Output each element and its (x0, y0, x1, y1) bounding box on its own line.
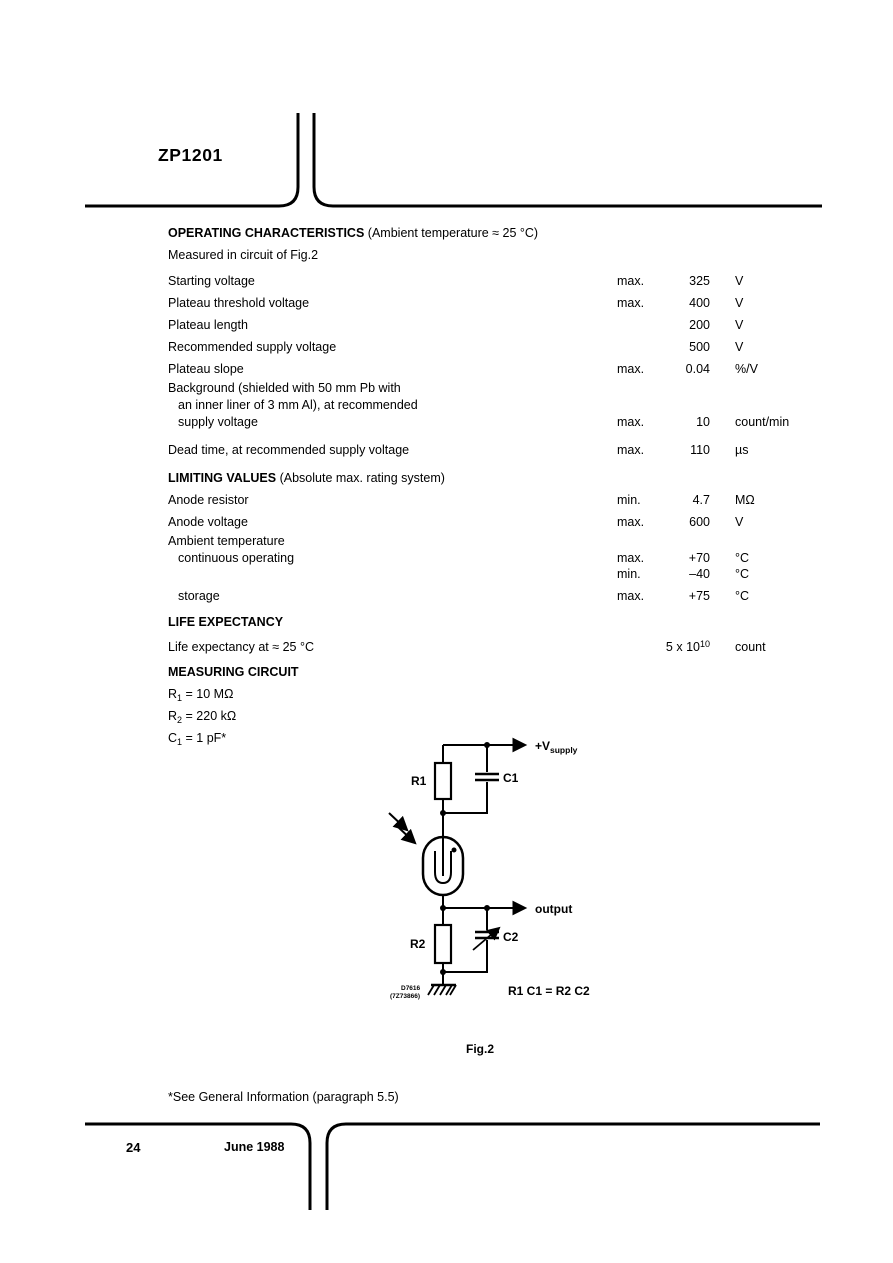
row-unit: V (735, 515, 744, 529)
row-unit: °C (735, 567, 750, 581)
c1-bottom-lead (443, 782, 487, 813)
r2-label: R2 (410, 937, 426, 951)
table-row (168, 336, 816, 358)
row-value: 200 (689, 318, 710, 332)
vsupply-label: $+V_{supply}$ (535, 739, 578, 755)
row-qualifier: max. (617, 515, 645, 529)
figure-caption: Fig.2 (466, 1042, 495, 1056)
operating-characteristics-heading (168, 222, 816, 244)
table-row (168, 511, 816, 533)
row-value: 325 (689, 274, 710, 288)
product-title: ZP1201 (158, 145, 223, 165)
operating-subheading: Measured in circuit of Fig.2 (168, 248, 319, 262)
table-row (168, 566, 816, 582)
row-label: Plateau length (168, 318, 248, 332)
table-row (168, 585, 816, 607)
row-qualifier: max. (617, 274, 645, 288)
row-unit: V (735, 274, 744, 288)
resistor-r1-icon (435, 763, 451, 799)
row-unit: V (735, 318, 744, 332)
table-row (168, 314, 816, 336)
row-qualifier: max. (617, 415, 645, 429)
measuring-circuit-heading: MEASURING CIRCUIT (168, 665, 299, 679)
row-unit: °C (735, 589, 750, 603)
output-label: output (535, 902, 573, 916)
row-value: +70 (688, 551, 710, 565)
row-qualifier: min. (617, 567, 641, 581)
table-row (168, 550, 816, 566)
page-number: 24 (126, 1140, 141, 1155)
component-value: $R_2 = 220$ kΩ (168, 709, 237, 725)
life-expectancy-heading: LIFE EXPECTANCY (168, 615, 284, 629)
footnote: *See General Information (paragraph 5.5) (168, 1090, 399, 1104)
row-value: –40 (689, 567, 710, 581)
table-row (168, 489, 816, 511)
row-label: Anode resistor (168, 493, 249, 507)
component-value: $R_1 = 10$ MΩ (168, 687, 234, 703)
row-value: +75 (688, 589, 710, 603)
table-row (168, 270, 816, 292)
row-unit: V (735, 296, 744, 310)
row-qualifier: min. (617, 493, 641, 507)
row-qualifier: max. (617, 362, 645, 376)
row-qualifier: max. (617, 589, 645, 603)
table-row (168, 439, 816, 461)
row-unit: µs (735, 443, 749, 457)
row-label: Starting voltage (168, 274, 255, 288)
capacitor-c1-icon (475, 774, 499, 780)
drawing-number: D7616 (401, 985, 421, 992)
component-value-line (168, 705, 816, 727)
row-label: Ambient temperature (168, 534, 285, 548)
table-row (168, 397, 816, 414)
section-title: LIMITING VALUES (168, 471, 277, 485)
row-value: 5 x $10^{10}$ (665, 639, 710, 654)
limiting-values-heading (168, 467, 816, 489)
document-body (168, 222, 816, 749)
row-qualifier: max. (617, 443, 645, 457)
row-unit: V (735, 340, 744, 354)
table-row (168, 358, 816, 380)
row-value: 400 (689, 296, 710, 310)
drawing-code: (7Z73866) (390, 993, 420, 1000)
section-title-condition: (Absolute max. rating system) (279, 471, 445, 485)
row-label: Life expectancy at ≈ 25 °C (168, 640, 314, 654)
table-row (168, 633, 816, 655)
section-title: OPERATING CHARACTERISTICS (168, 226, 365, 240)
row-qualifier: max. (617, 296, 645, 310)
row-value: 10 (696, 415, 710, 429)
gm-tube-dot (452, 848, 457, 853)
exponent: 10 (699, 639, 710, 649)
row-value: 4.7 (692, 493, 710, 507)
row-label: Plateau threshold voltage (168, 296, 310, 310)
ground-icon (428, 985, 456, 995)
section-title-condition: (Ambient temperature ≈ 25 °C) (367, 226, 539, 240)
c2-label: C2 (503, 930, 519, 944)
r1-label: R1 (411, 774, 427, 788)
time-constant-equation: R1 C1 = R2 C2 (508, 984, 590, 998)
table-row (168, 380, 816, 397)
row-unit: %/V (735, 362, 758, 376)
measuring-circuit-diagram (383, 725, 623, 1060)
footer-rule (85, 1124, 820, 1210)
row-value: 110 (690, 443, 710, 457)
row-label: storage (178, 589, 220, 603)
row-unit: count (735, 640, 766, 654)
row-qualifier: max. (617, 551, 645, 565)
row-label: an inner liner of 3 mm Al), at recommended (178, 398, 418, 412)
row-value: 0.04 (685, 362, 710, 376)
table-row (168, 292, 816, 314)
table-row (168, 533, 816, 550)
row-value: 600 (689, 515, 710, 529)
row-label: Anode voltage (168, 515, 248, 529)
row-unit: MΩ (735, 493, 755, 507)
c1-label: C1 (503, 771, 519, 785)
row-unit: count/min (735, 415, 790, 429)
row-label: Recommended supply voltage (168, 340, 337, 354)
row-unit: °C (735, 551, 750, 565)
row-label: Background (shielded with 50 mm Pb with (168, 381, 401, 395)
row-label: continuous operating (178, 551, 295, 565)
row-label: Plateau slope (168, 362, 244, 376)
table-row (168, 414, 816, 431)
component-value: $C_1 = 1$ pF* (168, 731, 227, 747)
row-label: Dead time, at recommended supply voltage (168, 443, 410, 457)
row-value: 500 (689, 340, 710, 354)
junction-dots (440, 742, 490, 975)
resistor-r2-icon (435, 925, 451, 963)
row-label: supply voltage (178, 415, 258, 429)
issue-date: June 1988 (224, 1140, 285, 1154)
component-value-line (168, 683, 816, 705)
